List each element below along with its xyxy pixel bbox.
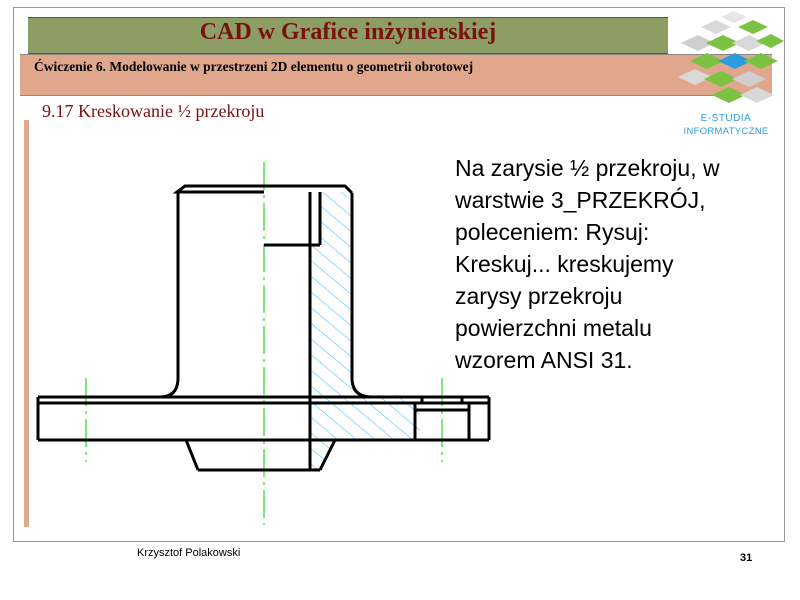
- slide-title: CAD w Grafice inżynierskiej: [199, 19, 497, 45]
- instruction-line: powierzchni metalu: [455, 315, 652, 341]
- slide-subtitle: Ćwiczenie 6. Modelowanie w przestrzeni 2D elementu o geometrii obrotowej: [34, 59, 474, 74]
- instruction-text: [455, 152, 785, 376]
- instruction-line: wzorem ANSI 31.: [455, 347, 633, 373]
- instruction-line: zarysy przekroju: [455, 283, 623, 309]
- instruction-line: Kreskuj... kreskujemy: [455, 251, 674, 277]
- page-number: 31: [740, 552, 753, 564]
- footer-author: Krzysztof Polakowski: [137, 547, 241, 559]
- logo-line-2: INFORMATYCZNE: [683, 126, 769, 137]
- instruction-line: Na zarysie ½ przekroju, w: [455, 155, 720, 181]
- section-heading: 9.17 Kreskowanie ½ przekroju: [42, 101, 265, 121]
- instruction-line: poleceniem: Rysuj:: [455, 219, 650, 245]
- instruction-line: warstwie 3_PRZEKRÓJ,: [455, 187, 706, 213]
- logo-line-1: E-STUDIA: [700, 113, 752, 124]
